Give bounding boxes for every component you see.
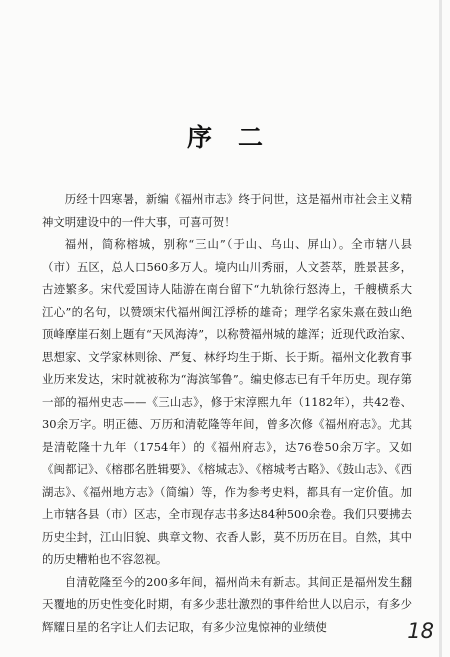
body-text: [42, 188, 412, 638]
paragraph-2: 福州，简称榕城，别称“三山”（于山、乌山、屏山）。全市辖八县（市）五区，总人口560多万人。境内山川秀丽，人文荟萃，胜景甚多，古迹繁多。宋代爱国诗人陆游在南台留下“九轨徐行怒涛上，千艘横系大江心”的名句，以赞颂宋代福州闽江浮桥的雄奇；理学名家朱熹在鼓山绝顶峰摩崖石刻上题有“天风海涛”，以称赞福州城的雄浑；近现代政治家、思想家、文学家林则徐、严复、林纾均生于斯、长于斯。福州文化教育事业历来发达，宋时就被称为“海滨邹鲁”。编史修志已有千年历史。现存第一部的福州史志——《三山志》，修于宋淳熙九年（1182年），共42卷、30余万字。明正德、万历和清乾隆等年间，曾多次修《福州府志》。尤其是清乾隆十九年（1754年）的《福州府志》，达76卷50余万字。又如《闽都记》、《榕郡名胜辑要》、《榕城志》、《榕城考古略》、《鼓山志》、《西湖志》、《福州地方志》（简编）等，作为参考史料，都具有一定价值。加上市辖各县（市）区志，全市现存志书多达84种500余卷。我们只要拂去历史尘封，江山旧貌、典章文物、衣香人影，莫不历历在目。自然，其中的历史糟粕也不容忽视。: [42, 237, 412, 566]
page-edge: [439, 0, 442, 657]
page-number: 18: [407, 619, 434, 643]
page-title: 序二: [186, 123, 289, 152]
paragraph-1: 历经十四寒暑，新编《福州市志》终于问世，这是福州市社会主义精神文明建设中的一件大事，可喜可贺！: [42, 192, 412, 229]
paragraph-3: 自清乾隆至今的200多年间，福州尚未有新志。其间正是福州发生翻天覆地的历史性变化时期，有多少悲壮激烈的事件给世人以启示，有多少辉耀日星的名字让人们去记取，有多少泣鬼惊神的业绩使: [42, 574, 412, 634]
